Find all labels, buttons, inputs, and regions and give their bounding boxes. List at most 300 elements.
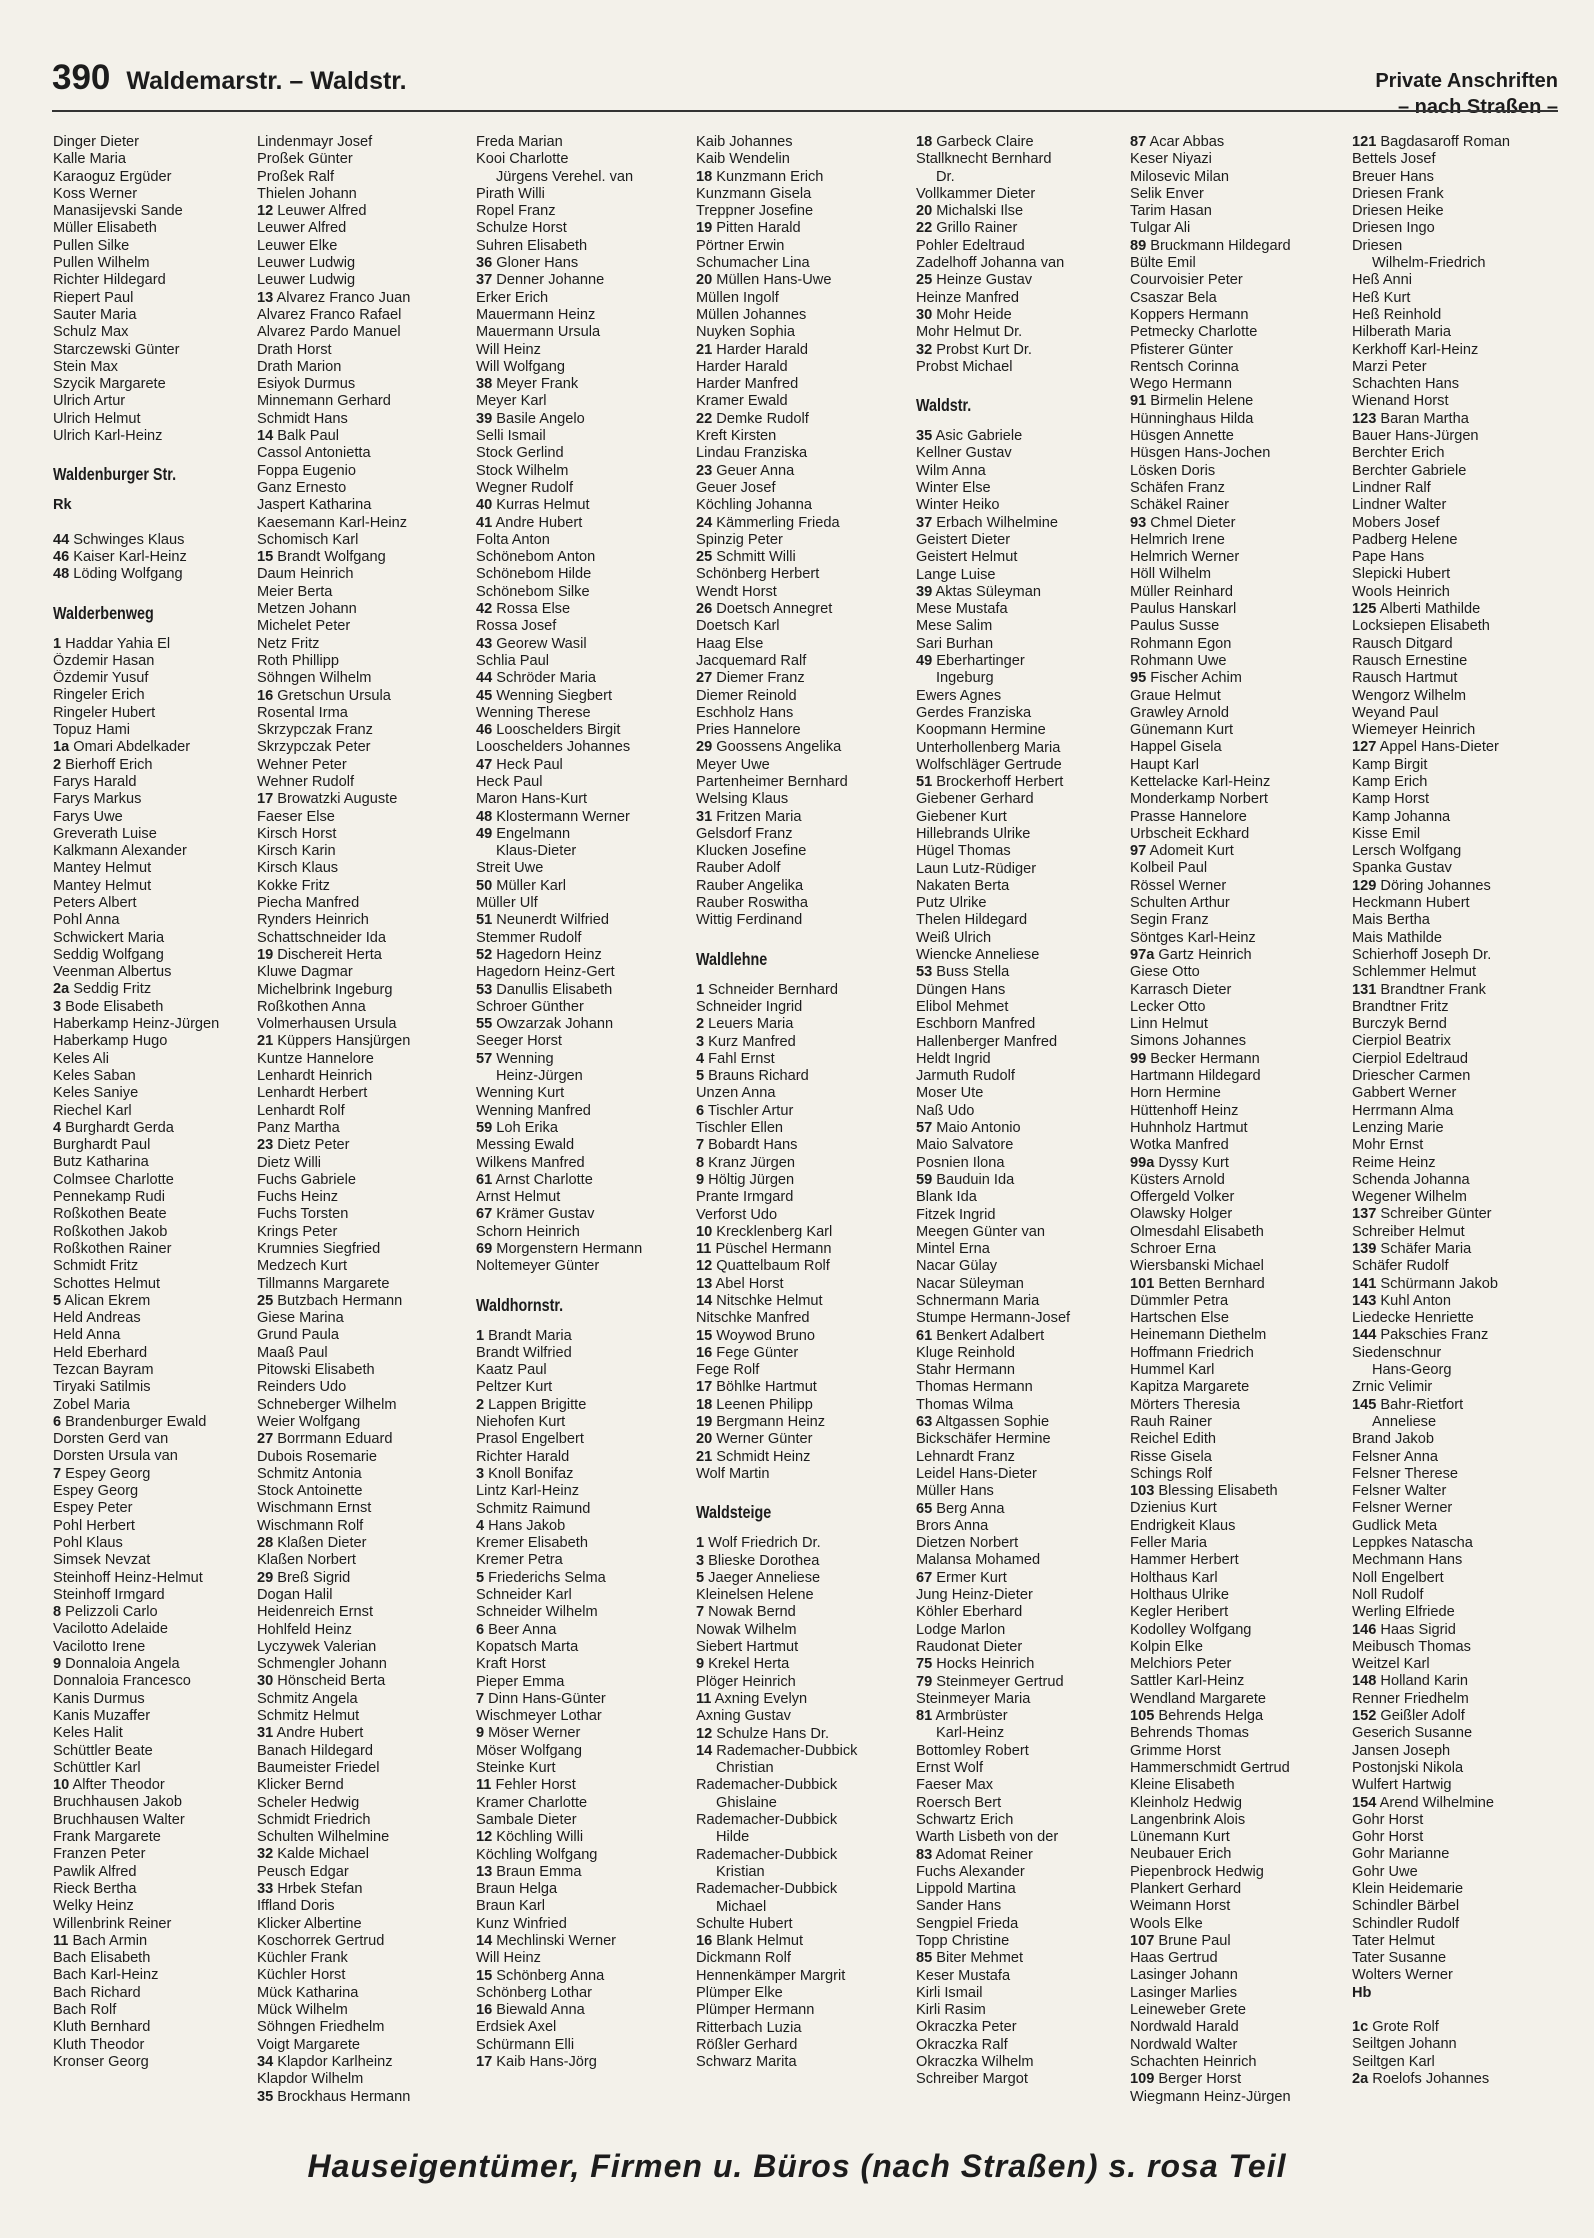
resident-entry: Kirli Rasim	[916, 2002, 986, 2019]
resident-entry: Heß Reinhold	[1352, 306, 1442, 323]
house-number: 7	[696, 1604, 705, 1621]
resident-entry	[476, 1051, 688, 1068]
house-number: 38	[476, 376, 493, 393]
resident-entry: Breuer Hans	[1352, 168, 1434, 185]
resident-name: Schmidt Heinz	[712, 1448, 811, 1465]
resident-entry	[696, 1034, 908, 1051]
resident-entry	[476, 1691, 688, 1708]
resident-entry: Grawley Arnold	[1130, 704, 1229, 721]
house-number: 3	[696, 1033, 705, 1050]
resident-name: Geißler Adolf	[1376, 1708, 1465, 1725]
resident-entry	[1130, 1708, 1342, 1725]
house-number: 21	[696, 341, 713, 358]
resident-entry	[257, 1725, 469, 1742]
resident-name: Appel Hans-Dieter	[1376, 739, 1499, 756]
resident-name: Berg Anna	[932, 1500, 1005, 1517]
house-number: 107	[1130, 1932, 1155, 1949]
house-number: 2	[476, 1396, 485, 1413]
resident-entry: Köchling Wolfgang	[476, 1846, 598, 1863]
resident-entry: Lersch Wolfgang	[1352, 843, 1462, 860]
house-number: 13	[257, 289, 274, 306]
resident-entry: Wulfert Hartwig	[1352, 1777, 1452, 1794]
resident-entry: Schulte Hubert	[696, 1915, 793, 1932]
resident-entry: Csaszar Bela	[1130, 289, 1217, 306]
resident-entry: Schulten Wilhelmine	[257, 1829, 390, 1846]
resident-entry: Holthaus Ulrike	[1130, 1586, 1229, 1603]
resident-entry	[53, 1120, 265, 1137]
resident-entry: Topuz Hami	[53, 722, 131, 739]
resident-entry: Hüsgen Annette	[1130, 428, 1234, 445]
resident-entry: Proßek Günter	[257, 151, 353, 168]
house-number: 83	[916, 1846, 933, 1863]
resident-entry: Lecker Otto	[1130, 998, 1206, 1015]
house-number: 10	[53, 1777, 70, 1794]
resident-entry: Esiyok Durmus	[257, 376, 356, 393]
resident-name: Kämmerling Frieda	[712, 514, 840, 531]
resident-entry: Berchter Erich	[1352, 445, 1445, 462]
resident-name: Tischler Artur	[704, 1102, 794, 1119]
resident-entry: Roßkothen Rainer	[53, 1240, 172, 1257]
house-number: 10	[696, 1223, 713, 1240]
resident-entry	[916, 653, 1128, 670]
resident-entry: Heß Anni	[1352, 272, 1413, 289]
resident-entry: Klicker Bernd	[257, 1777, 344, 1794]
resident-entry: Kanis Durmus	[53, 1690, 145, 1707]
resident-entry: Tezcan Bayram	[53, 1362, 154, 1378]
resident-entry: Sengpiel Frieda	[916, 1915, 1019, 1932]
resident-entry: Piepenbrock Hedwig	[1130, 1863, 1264, 1880]
resident-entry	[1130, 843, 1342, 860]
resident-name: Klaßen Dieter	[273, 1535, 367, 1552]
resident-entry: Krings Peter	[257, 1223, 338, 1240]
resident-entry: Leuwer Ludwig	[257, 255, 356, 272]
resident-entry	[696, 1535, 908, 1552]
resident-entry: Selik Enver	[1130, 185, 1204, 202]
resident-name: Braun Emma	[492, 1863, 582, 1880]
resident-entry: Pullen Wilhelm	[53, 255, 150, 272]
resident-entry: Hilde	[716, 1829, 750, 1846]
resident-entry	[1352, 134, 1564, 151]
resident-name: Chmel Dieter	[1146, 514, 1236, 531]
resident-entry: Mese Salim	[916, 618, 993, 635]
house-number: 123	[1352, 410, 1377, 427]
resident-entry: Schattschneider Ida	[257, 929, 386, 946]
resident-entry: Ulrich Artur	[53, 393, 126, 410]
resident-entry: Meyer Uwe	[696, 756, 770, 773]
house-number: 49	[916, 653, 933, 670]
resident-entry: Schmengler Johann	[257, 1656, 387, 1673]
resident-entry: Lindner Walter	[1352, 497, 1447, 514]
resident-entry	[696, 1431, 908, 1448]
resident-entry: Fuchs Torsten	[257, 1206, 349, 1223]
resident-entry	[1130, 2071, 1342, 2088]
resident-entry: Hagedorn Heinz-Gert	[476, 964, 615, 981]
house-number: 121	[1352, 134, 1377, 150]
resident-name: Brandtner Frank	[1376, 981, 1486, 998]
resident-entry: Reime Heinz	[1352, 1154, 1436, 1171]
resident-entry	[1352, 878, 1564, 895]
resident-name: Baran Martha	[1376, 410, 1469, 427]
resident-name: Andre Hubert	[492, 514, 583, 531]
resident-entry: Kamp Horst	[1352, 791, 1430, 808]
resident-entry: Padberg Helene	[1352, 531, 1458, 548]
district-code: Rk	[53, 497, 72, 514]
resident-name: Köchling Willi	[492, 1829, 584, 1846]
resident-entry: Suhren Elisabeth	[476, 237, 588, 254]
resident-entry: Plöger Heinrich	[696, 1673, 796, 1690]
resident-entry: Farys Harald	[53, 773, 137, 790]
resident-entry	[476, 1518, 688, 1535]
resident-entry	[476, 670, 688, 687]
resident-name: Schmitt Willi	[712, 549, 796, 566]
resident-entry: Mais Mathilde	[1352, 929, 1443, 946]
resident-name: Gretschun Ursula	[273, 687, 391, 704]
resident-name: Arend Wilhelmine	[1376, 1794, 1494, 1811]
resident-entry	[53, 739, 265, 756]
directory-column-5	[916, 134, 1128, 2089]
resident-name: Arnst Charlotte	[492, 1171, 593, 1188]
resident-name: Dischereit Herta	[273, 946, 382, 963]
house-number: 1c	[1352, 2019, 1369, 2036]
resident-entry: Gabbert Werner	[1352, 1085, 1457, 1102]
resident-name: Kaib Hans-Jörg	[492, 2054, 597, 2071]
resident-entry: Leppkes Natascha	[1352, 1535, 1473, 1552]
resident-entry: Wengorz Wilhelm	[1352, 687, 1467, 704]
resident-entry: Günemann Kurt	[1130, 722, 1234, 739]
resident-entry: Horn Hermine	[1130, 1085, 1221, 1102]
resident-entry: Veenman Albertus	[53, 964, 172, 981]
resident-entry: Haas Gertrud	[1130, 1950, 1218, 1967]
resident-entry	[696, 1016, 908, 1033]
house-number: 101	[1130, 1275, 1155, 1292]
resident-name: Schürmann Jakob	[1376, 1275, 1499, 1292]
house-number: 3	[53, 998, 62, 1015]
resident-entry: Donnaloia Francesco	[53, 1673, 191, 1690]
resident-name: Berger Horst	[1154, 2071, 1242, 2088]
resident-entry: Posnien Ilona	[916, 1154, 1005, 1171]
resident-entry: Stemmer Rudolf	[476, 929, 582, 946]
resident-entry	[53, 1466, 265, 1483]
resident-entry: Brandt Wilfried	[476, 1344, 572, 1361]
resident-name: Krämer Gustav	[492, 1206, 595, 1223]
resident-entry: Lindau Franziska	[696, 445, 808, 462]
resident-entry	[476, 636, 688, 653]
resident-entry	[257, 1846, 469, 1863]
resident-name: Owzarzak Johann	[492, 1016, 614, 1033]
resident-entry: Schüttler Beate	[53, 1742, 153, 1759]
house-number: 53	[476, 981, 493, 998]
resident-entry: Dietz Willi	[257, 1154, 322, 1171]
resident-entry	[696, 1345, 908, 1362]
resident-entry	[257, 549, 469, 566]
resident-entry: Kettelacke Karl-Heinz	[1130, 773, 1271, 790]
resident-entry: Nacar Gülay	[916, 1258, 998, 1275]
resident-entry: Schmidt Fritz	[53, 1258, 139, 1275]
resident-entry: Rohmann Uwe	[1130, 652, 1227, 669]
resident-entry: Nordwald Walter	[1130, 2036, 1238, 2053]
resident-name: Neunerdt Wilfried	[492, 912, 610, 929]
resident-entry: Kirsch Horst	[257, 825, 337, 842]
resident-entry: Kramer Ewald	[696, 393, 788, 410]
resident-entry: Stock Gerlind	[476, 445, 564, 462]
resident-entry: Köchling Johanna	[696, 497, 813, 514]
resident-entry: Locksiepen Elisabeth	[1352, 618, 1490, 635]
resident-entry	[476, 601, 688, 618]
resident-entry: Steinhoff Heinz-Helmut	[53, 1569, 203, 1586]
resident-entry: Helmrich Werner	[1130, 549, 1240, 566]
resident-entry: Daum Heinrich	[257, 566, 354, 583]
resident-entry: Düngen Hans	[916, 981, 1006, 998]
resident-entry: Diemer Reinold	[696, 687, 797, 704]
resident-entry: Schmidt Hans	[257, 410, 348, 427]
resident-entry: Steinke Kurt	[476, 1760, 556, 1777]
resident-entry: Zobel Maria	[53, 1396, 131, 1413]
resident-entry: Pohler Edeltraud	[916, 237, 1025, 254]
resident-entry	[53, 1656, 265, 1673]
resident-entry: Schings Rolf	[1130, 1465, 1212, 1482]
resident-name: Adomeit Kurt	[1146, 843, 1234, 860]
resident-entry: Malansa Mohamed	[916, 1552, 1041, 1569]
resident-entry	[53, 981, 265, 998]
house-number: 51	[476, 912, 493, 929]
resident-entry: Moser Ute	[916, 1085, 984, 1102]
resident-entry	[696, 1933, 908, 1950]
resident-entry: Schlia Paul	[476, 652, 550, 669]
house-number: 44	[53, 531, 70, 548]
resident-entry: Cierpiol Edeltraud	[1352, 1050, 1469, 1067]
house-number: 75	[916, 1656, 933, 1673]
resident-entry: Fege Rolf	[696, 1362, 760, 1379]
resident-entry: Lenzing Marie	[1352, 1119, 1444, 1136]
resident-name: Mohr Heide	[932, 306, 1012, 323]
resident-entry: Özdemir Yusuf	[53, 670, 149, 687]
resident-entry: Langenbrink Alois	[1130, 1811, 1246, 1828]
resident-name: Kurras Helmut	[492, 497, 590, 514]
resident-name: Hans Jakob	[484, 1517, 566, 1534]
resident-entry: Rademacher-Dubbick	[696, 1777, 838, 1794]
resident-name: Heck Paul	[492, 756, 563, 773]
house-number: 29	[257, 1569, 274, 1586]
resident-entry: Farys Uwe	[53, 808, 123, 825]
resident-entry: Butz Katharina	[53, 1154, 149, 1171]
resident-entry	[696, 982, 908, 999]
resident-name: Loh Erika	[492, 1119, 558, 1136]
house-number: 69	[476, 1241, 493, 1257]
resident-entry	[257, 947, 469, 964]
resident-entry	[696, 1553, 908, 1570]
resident-name: Grote Rolf	[1368, 2019, 1439, 2036]
house-number: 51	[916, 774, 933, 791]
resident-entry: Pries Hannelore	[696, 722, 801, 739]
resident-entry: Leidel Hans-Dieter	[916, 1465, 1037, 1482]
resident-entry: Lasinger Johann	[1130, 1967, 1238, 1984]
resident-entry	[476, 1570, 688, 1587]
resident-name: Rossa Else	[492, 601, 571, 618]
resident-name: Wolf Friedrich Dr.	[704, 1535, 821, 1552]
resident-entry: Wenning Therese	[476, 704, 591, 721]
resident-entry: Bach Karl-Heinz	[53, 1967, 159, 1984]
resident-entry: Kirsch Karin	[257, 843, 336, 860]
resident-entry: Kluth Theodor	[53, 2036, 145, 2053]
section-subtitle: – nach Straßen –	[1397, 96, 1558, 118]
resident-entry: Ewers Agnes	[916, 687, 1002, 704]
house-number: 13	[476, 1863, 493, 1880]
house-number: 2	[53, 756, 62, 773]
resident-entry	[53, 1414, 265, 1431]
resident-entry: Roth Phillipp	[257, 652, 339, 669]
resident-entry: Plümper Elke	[696, 1984, 783, 2001]
resident-entry: Fuchs Alexander	[916, 1863, 1025, 1880]
resident-entry: Sattler Karl-Heinz	[1130, 1673, 1245, 1690]
house-number: 20	[916, 203, 933, 220]
resident-entry	[476, 515, 688, 532]
resident-entry	[696, 549, 908, 566]
resident-name: Asic Gabriele	[932, 428, 1023, 445]
house-number: 7	[53, 1465, 62, 1482]
resident-entry: Dzienius Kurt	[1130, 1500, 1217, 1517]
resident-entry: Tarim Hasan	[1130, 203, 1212, 220]
resident-entry: Söntges Karl-Heinz	[1130, 929, 1256, 946]
house-number: 3	[696, 1552, 705, 1569]
house-number: 12	[696, 1258, 713, 1275]
resident-entry: Mese Mustafa	[916, 601, 1008, 618]
house-number: 67	[916, 1569, 933, 1586]
resident-name: Bierhoff Erich	[61, 756, 153, 773]
resident-entry: Mück Katharina	[257, 1984, 359, 2001]
resident-entry: Driesen Frank	[1352, 185, 1444, 202]
resident-entry: Kalkmann Alexander	[53, 843, 187, 860]
house-number: 105	[1130, 1708, 1155, 1725]
resident-entry: Nordwald Harald	[1130, 2019, 1239, 2036]
resident-entry: Kisse Emil	[1352, 825, 1421, 842]
resident-name: Heinze Gustav	[932, 272, 1033, 289]
resident-entry: Pullen Silke	[53, 237, 130, 254]
resident-entry: Schroer Erna	[1130, 1241, 1216, 1257]
house-number: 16	[696, 1344, 713, 1361]
resident-name: Biewald Anna	[492, 2002, 585, 2019]
resident-entry: Jaspert Katharina	[257, 497, 372, 514]
resident-entry	[1352, 1276, 1564, 1293]
resident-name: Probst Kurt Dr.	[932, 341, 1032, 358]
resident-entry: Spinzig Peter	[696, 531, 783, 548]
resident-entry: Zadelhoff Johanna van	[916, 255, 1065, 272]
resident-entry	[696, 463, 908, 480]
house-number: 1	[476, 1327, 485, 1344]
resident-entry: Mohr Helmut Dr.	[916, 324, 1023, 341]
resident-entry	[696, 272, 908, 289]
resident-name: Gloner Hans	[492, 255, 579, 272]
resident-name: Wenning Siegbert	[492, 687, 613, 704]
resident-entry: Schreiber Helmut	[1352, 1223, 1465, 1240]
resident-entry: Schlemmer Helmut	[1352, 964, 1477, 981]
house-number: 14	[257, 428, 274, 445]
resident-entry: Richter Hildegard	[53, 272, 166, 289]
resident-entry: Seiltgen Karl	[1352, 2053, 1435, 2070]
house-number: 9	[53, 1656, 62, 1673]
resident-entry	[257, 1570, 469, 1587]
resident-entry: Kirli Ismail	[916, 1984, 983, 2001]
resident-entry: Sander Hans	[916, 1898, 1002, 1915]
resident-entry	[696, 1570, 908, 1587]
resident-entry: Warth Lisbeth von der	[916, 1829, 1059, 1846]
resident-name: Bobardt Hans	[704, 1137, 798, 1154]
resident-entry: Simons Johannes	[1130, 1033, 1247, 1050]
resident-entry: Espey Georg	[53, 1483, 139, 1500]
resident-entry: Weier Wolfgang	[257, 1413, 361, 1430]
resident-name: Schreiber Günter	[1376, 1206, 1492, 1223]
resident-entry: Prasol Engelbert	[476, 1431, 584, 1448]
resident-entry: Pitowski Elisabeth	[257, 1362, 375, 1379]
resident-entry: Karaoguz Ergüder	[53, 168, 172, 185]
resident-entry	[476, 1777, 688, 1794]
resident-entry	[257, 2054, 469, 2071]
resident-entry: Unterhollenberg Maria	[916, 739, 1061, 756]
house-number: 41	[476, 514, 493, 531]
resident-entry: Prasse Hannelore	[1130, 808, 1247, 825]
resident-entry: Olmesdahl Elisabeth	[1130, 1223, 1264, 1240]
resident-entry: Schachten Hans	[1352, 376, 1460, 393]
resident-name: Schäfer Maria	[1376, 1241, 1472, 1257]
resident-entry	[476, 878, 688, 895]
resident-entry: Giese Otto	[1130, 964, 1200, 981]
resident-entry: Driescher Carmen	[1352, 1068, 1471, 1085]
resident-entry: Linn Helmut	[1130, 1016, 1208, 1033]
resident-entry: Schneider Ingrid	[696, 998, 803, 1015]
resident-entry: Kegler Heribert	[1130, 1604, 1229, 1621]
resident-entry	[476, 272, 688, 289]
resident-entry	[696, 1155, 908, 1172]
resident-entry: Keles Ali	[53, 1050, 109, 1067]
resident-entry: Niehofen Kurt	[476, 1414, 566, 1431]
house-number: 145	[1352, 1396, 1377, 1413]
resident-entry: Segin Franz	[1130, 912, 1209, 929]
resident-name: Alberti Mathilde	[1376, 601, 1481, 618]
resident-name: Bruckmann Hildegard	[1146, 237, 1291, 254]
resident-entry	[257, 1535, 469, 1552]
resident-entry: Kleinholz Hedwig	[1130, 1794, 1242, 1811]
house-number: 9	[476, 1725, 485, 1742]
resident-name: Werner Günter	[712, 1431, 813, 1448]
house-number: 144	[1352, 1327, 1377, 1344]
resident-entry	[1130, 515, 1342, 532]
resident-entry: Mobers Josef	[1352, 514, 1440, 531]
resident-entry	[916, 1950, 1128, 1967]
resident-entry	[1130, 1051, 1342, 1068]
resident-entry: Bauer Hans-Jürgen	[1352, 428, 1479, 445]
house-number: 11	[696, 1690, 712, 1707]
resident-entry	[476, 982, 688, 999]
resident-entry: Ringeler Erich	[53, 687, 145, 704]
resident-name: Krecklenberg Karl	[712, 1223, 833, 1240]
resident-entry: Keles Saban	[53, 1067, 136, 1084]
resident-name: Kranz Jürgen	[704, 1154, 795, 1171]
house-number: 87	[1130, 134, 1147, 150]
resident-entry	[916, 428, 1128, 445]
resident-entry: Kleine Elisabeth	[1130, 1777, 1235, 1794]
resident-entry: Kremer Petra	[476, 1552, 563, 1569]
resident-entry: Will Heinz	[476, 341, 541, 358]
resident-entry: Christian	[716, 1760, 774, 1777]
resident-entry	[53, 532, 265, 549]
resident-entry: Ganz Ernesto	[257, 479, 347, 496]
resident-entry	[476, 757, 688, 774]
resident-entry: Schmitz Helmut	[257, 1708, 360, 1725]
resident-entry: Thomas Wilma	[916, 1396, 1014, 1413]
resident-entry: Mais Bertha	[1352, 912, 1430, 929]
resident-entry: Looschelders Johannes	[476, 739, 631, 756]
resident-entry	[696, 1241, 908, 1258]
resident-entry: Kolbeil Paul	[1130, 860, 1208, 877]
